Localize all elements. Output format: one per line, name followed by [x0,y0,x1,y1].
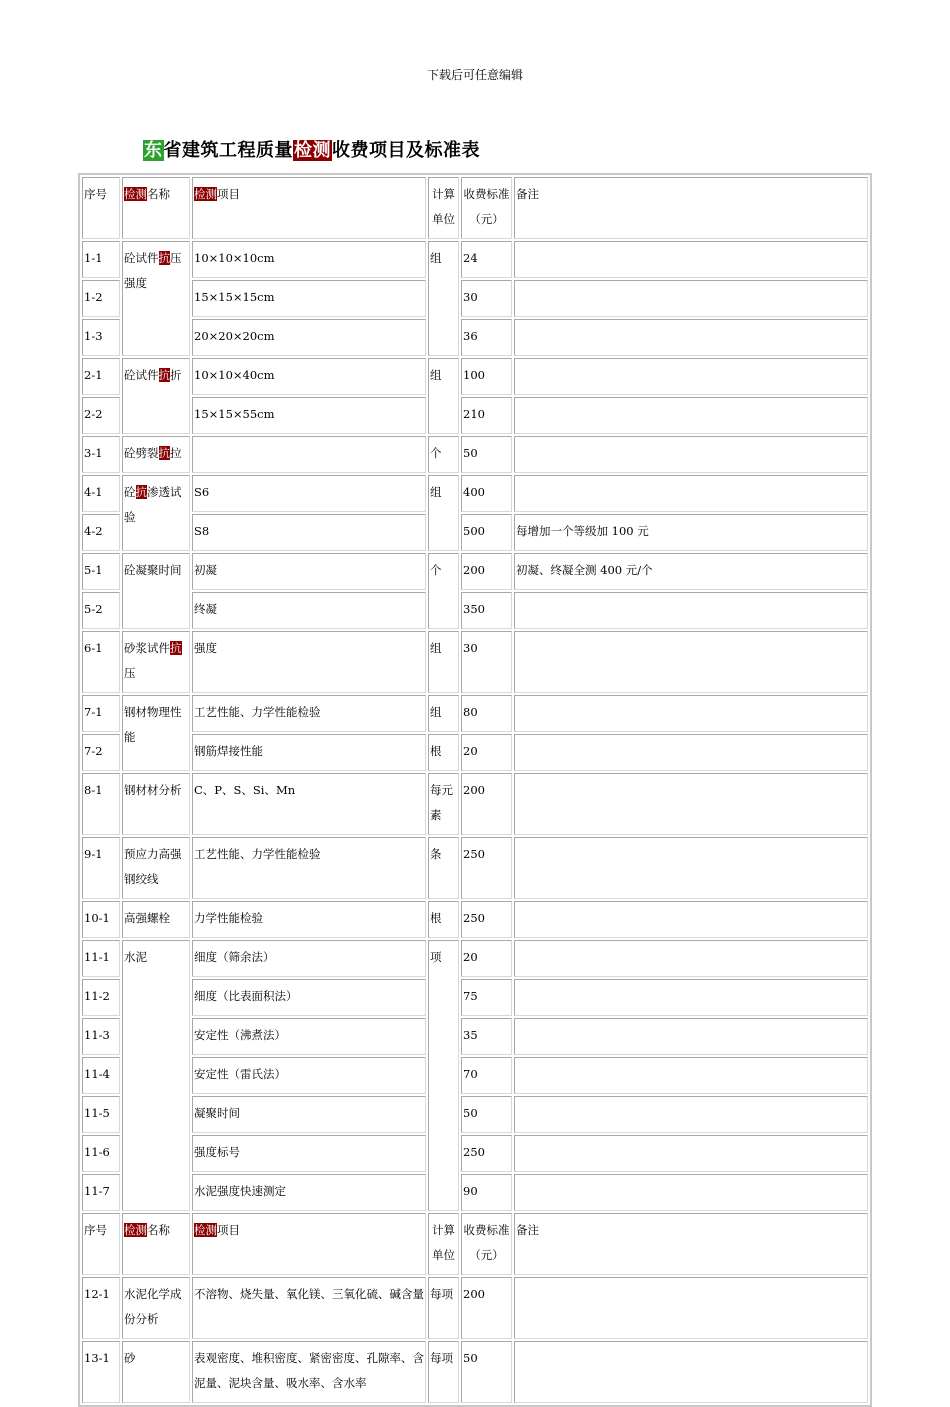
table-row [82,1277,868,1339]
table-row [82,358,868,395]
cell-price: 100 [461,358,512,395]
table-row [82,514,868,551]
cell-name: 预应力高强钢绞线 [122,837,190,899]
cell-note [514,1174,868,1211]
cell-note [514,1096,868,1133]
cell-item: 强度 [192,631,426,693]
cell-seq: 4-2 [82,514,120,551]
table-row [82,695,868,732]
cell-note [514,1277,868,1339]
header-seq: 序号 [82,1213,120,1275]
header-item: 检测项目 [192,1213,426,1275]
header-price: 收费标准（元） [461,177,512,239]
cell-name: 砼抗渗透试验 [122,475,190,551]
cell-price: 80 [461,695,512,732]
cell-note: 每增加一个等级加 100 元 [514,514,868,551]
cell-unit: 根 [428,901,459,938]
cell-item: S6 [192,475,426,512]
cell-price: 200 [461,1277,512,1339]
cell-note [514,901,868,938]
cell-unit: 条 [428,837,459,899]
header-name: 检测名称 [122,1213,190,1275]
cell-note [514,773,868,835]
cell-unit: 组 [428,631,459,693]
cell-seq: 13-1 [82,1341,120,1403]
cell-note [514,436,868,473]
cell-name: 水泥 [122,940,190,1211]
header-name: 检测名称 [122,177,190,239]
header-note: 备注 [514,177,868,239]
cell-note [514,695,868,732]
cell-note [514,631,868,693]
cell-note [514,1341,868,1403]
cell-note [514,397,868,434]
table-row [82,319,868,356]
cell-price: 50 [461,1341,512,1403]
table-row [82,631,868,693]
cell-seq: 2-2 [82,397,120,434]
cell-price: 200 [461,553,512,590]
cell-seq: 12-1 [82,1277,120,1339]
header-note: 备注 [514,1213,868,1275]
cell-unit: 组 [428,241,459,356]
cell-item: 安定性（沸煮法） [192,1018,426,1055]
header-item: 检测项目 [192,177,426,239]
cell-name: 钢材物理性能 [122,695,190,771]
cell-price: 20 [461,940,512,977]
cell-price: 500 [461,514,512,551]
cell-price: 35 [461,1018,512,1055]
table-row [82,280,868,317]
cell-item: 不溶物、烧失量、氧化镁、三氧化硫、碱含量 [192,1277,426,1339]
cell-item: 力学性能检验 [192,901,426,938]
title-text: 收费项目及标准表 [332,140,480,161]
cell-note [514,358,868,395]
table-row [82,436,868,473]
cell-note [514,940,868,977]
cell-seq: 9-1 [82,837,120,899]
cell-item: 工艺性能、力学性能检验 [192,837,426,899]
cell-note [514,241,868,278]
header-note: 下载后可任意编辑 [426,68,523,82]
cell-seq: 4-1 [82,475,120,512]
cell-seq: 1-2 [82,280,120,317]
cell-name: 砼凝聚时间 [122,553,190,629]
table-row [82,475,868,512]
cell-name: 砂 [122,1341,190,1403]
cell-name: 砼试件抗压强度 [122,241,190,356]
table-row [82,901,868,938]
cell-note [514,319,868,356]
cell-unit: 每元素 [428,773,459,835]
cell-seq: 11-3 [82,1018,120,1055]
title-highlight-red: 检测 [294,140,331,161]
cell-price: 90 [461,1174,512,1211]
cell-price: 250 [461,1135,512,1172]
table-row [82,1096,868,1133]
table-row [82,1135,868,1172]
table-row [82,1018,868,1055]
cell-unit: 组 [428,475,459,551]
cell-item: 15×15×15cm [192,280,426,317]
cell-note [514,979,868,1016]
cell-item [192,436,426,473]
table-row [82,979,868,1016]
cell-item: 10×10×40cm [192,358,426,395]
cell-name: 水泥化学成份分析 [122,1277,190,1339]
cell-price: 210 [461,397,512,434]
cell-unit: 个 [428,436,459,473]
cell-item: 表观密度、堆积密度、紧密密度、孔隙率、含泥量、泥块含量、吸水率、含水率 [192,1341,426,1403]
cell-seq: 11-2 [82,979,120,1016]
cell-note [514,592,868,629]
header-seq: 序号 [82,177,120,239]
cell-note [514,837,868,899]
table-row [82,837,868,899]
table-row [82,592,868,629]
cell-price: 200 [461,773,512,835]
cell-seq: 7-1 [82,695,120,732]
cell-price: 75 [461,979,512,1016]
cell-note [514,734,868,771]
cell-seq: 5-2 [82,592,120,629]
cell-seq: 1-1 [82,241,120,278]
cell-unit: 项 [428,940,459,1211]
cell-item: 终凝 [192,592,426,629]
cell-note [514,1018,868,1055]
cell-note [514,475,868,512]
cell-item: 细度（比表面积法） [192,979,426,1016]
cell-price: 250 [461,901,512,938]
cell-price: 24 [461,241,512,278]
cell-price: 350 [461,592,512,629]
cell-seq: 11-5 [82,1096,120,1133]
cell-unit: 组 [428,358,459,434]
cell-seq: 6-1 [82,631,120,693]
table-row [82,1174,868,1211]
cell-unit: 组 [428,695,459,732]
table-row [82,397,868,434]
cell-price: 30 [461,280,512,317]
cell-seq: 8-1 [82,773,120,835]
table-row [82,553,868,590]
cell-note [514,280,868,317]
table-header-row [82,177,868,239]
cell-note [514,1057,868,1094]
title-highlight-green: 东 [144,140,163,161]
cell-item: 安定性（雷氏法） [192,1057,426,1094]
cell-seq: 5-1 [82,553,120,590]
table-row [82,940,868,977]
cell-seq: 11-1 [82,940,120,977]
table-row [82,1057,868,1094]
cell-seq: 1-3 [82,319,120,356]
cell-unit: 根 [428,734,459,771]
cell-unit: 个 [428,553,459,629]
cell-price: 400 [461,475,512,512]
cell-item: 初凝 [192,553,426,590]
cell-name: 高强螺栓 [122,901,190,938]
cell-item: 15×15×55cm [192,397,426,434]
cell-item: 凝聚时间 [192,1096,426,1133]
cell-price: 50 [461,436,512,473]
table-row [82,773,868,835]
cell-seq: 11-4 [82,1057,120,1094]
cell-seq: 2-1 [82,358,120,395]
cell-unit: 每项 [428,1277,459,1339]
cell-price: 250 [461,837,512,899]
cell-item: 工艺性能、力学性能检验 [192,695,426,732]
cell-item: 细度（筛余法） [192,940,426,977]
cell-item: 10×10×10cm [192,241,426,278]
title-text: 省建筑工程质量 [163,140,293,161]
cell-item: 强度标号 [192,1135,426,1172]
fee-table [78,173,872,1407]
cell-item: 20×20×20cm [192,319,426,356]
cell-price: 36 [461,319,512,356]
cell-seq: 10-1 [82,901,120,938]
cell-note: 初凝、终凝全测 400 元/个 [514,553,868,590]
cell-seq: 7-2 [82,734,120,771]
cell-name: 砂浆试件抗压 [122,631,190,693]
page-title [143,136,480,162]
cell-name: 钢材材分析 [122,773,190,835]
header-price: 收费标准（元） [461,1213,512,1275]
cell-seq: 3-1 [82,436,120,473]
cell-price: 20 [461,734,512,771]
header-unit: 计算单位 [428,177,459,239]
cell-price: 50 [461,1096,512,1133]
cell-seq: 11-7 [82,1174,120,1211]
cell-item: 钢筋焊接性能 [192,734,426,771]
cell-name: 砼试件抗折 [122,358,190,434]
cell-item: S8 [192,514,426,551]
cell-seq: 11-6 [82,1135,120,1172]
cell-unit: 每项 [428,1341,459,1403]
table-row [82,241,868,278]
cell-name: 砼劈裂抗拉 [122,436,190,473]
cell-item: 水泥强度快速测定 [192,1174,426,1211]
cell-price: 70 [461,1057,512,1094]
header-unit: 计算单位 [428,1213,459,1275]
cell-note [514,1135,868,1172]
cell-price: 30 [461,631,512,693]
table-row [82,1341,868,1403]
table-header-row [82,1213,868,1275]
table-row [82,734,868,771]
cell-item: C、P、S、Si、Mn [192,773,426,835]
